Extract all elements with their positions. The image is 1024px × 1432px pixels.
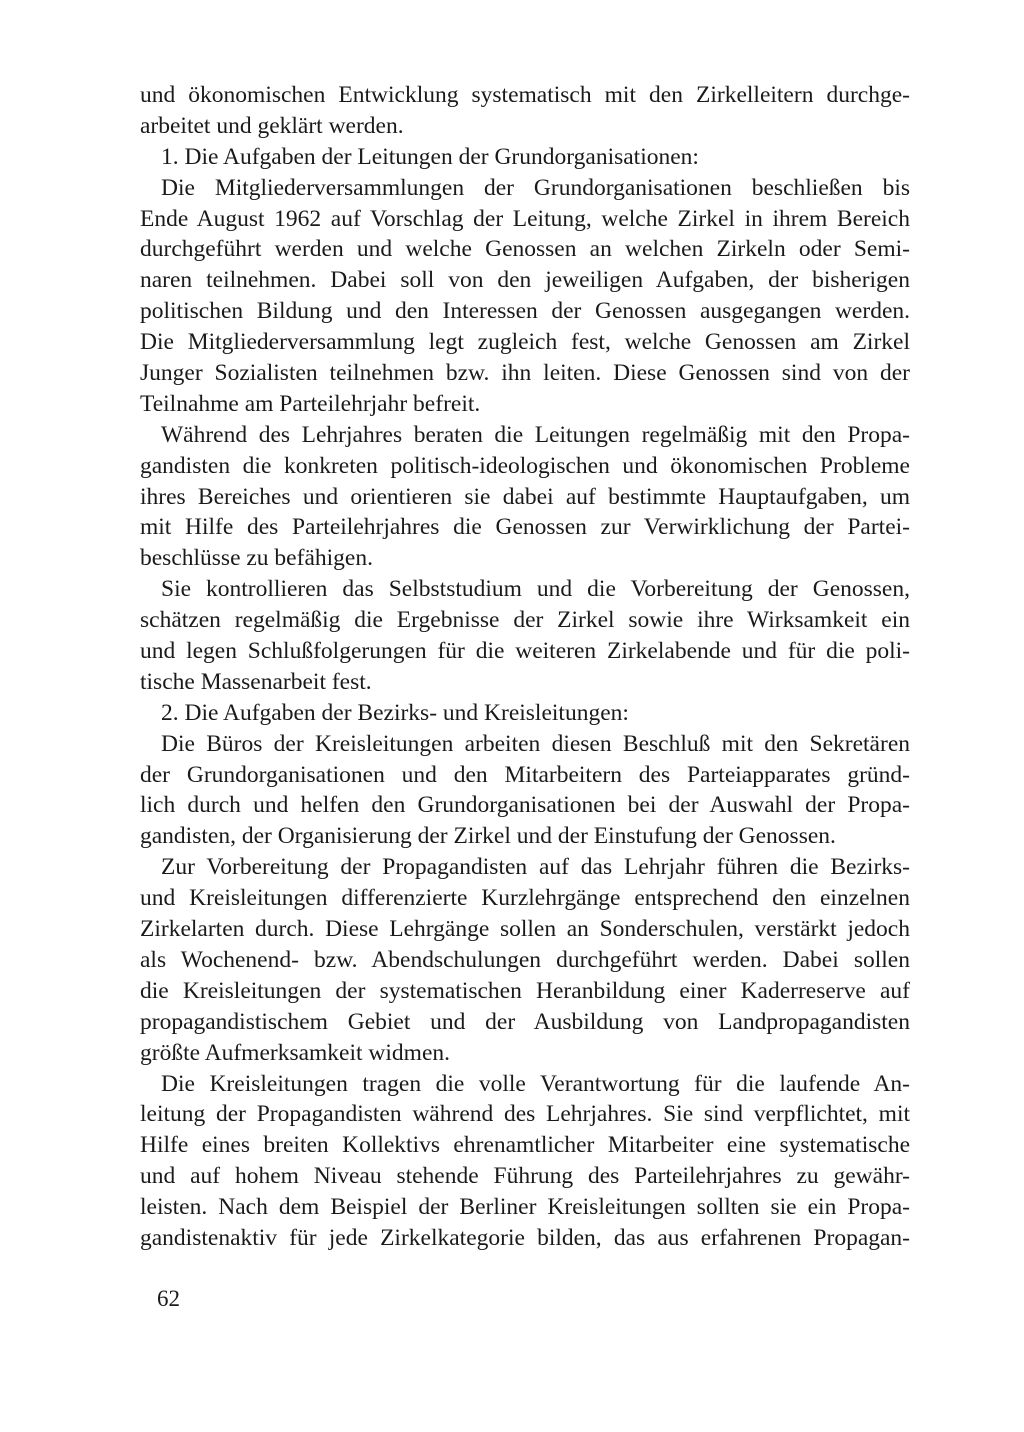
text-line: Die Kreisleitungen tragen die volle Verantwortung für die laufende An- <box>161 1070 910 1097</box>
text-line: die Kreisleitungen der systematischen Heranbildung einer Kaderreserve auf <box>140 977 910 1004</box>
text-line: beschlüsse zu befähigen. <box>140 545 373 572</box>
text-line: mit Hilfe des Parteilehrjahres die Genossen zur Verwirklichung der Partei- <box>140 514 910 541</box>
text-line: als Wochenend- bzw. Abendschulungen durchgeführt werden. Dabei sollen <box>140 946 910 973</box>
text-line: Während des Lehrjahres beraten die Leitungen regelmäßig mit den Propa- <box>161 421 910 448</box>
text-line: und ökonomischen Entwicklung systematisch mit den Zirkelleitern durchge- <box>140 82 910 108</box>
text-line: Teilnahme am Parteilehrjahr befreit. <box>140 390 481 417</box>
text-line: Zur Vorbereitung der Propagandisten auf das Lehrjahr führen die Bezirks- <box>161 854 910 881</box>
text-line: der Grundorganisationen und den Mitarbeitern des Parteiapparates gründ- <box>140 761 910 788</box>
text-line: Junger Sozialisten teilnehmen bzw. ihn leiten. Diese Genossen sind von der <box>140 360 910 387</box>
page-number: 62 <box>157 1286 180 1311</box>
text-line: leitung der Propagandisten während des Lehrjahres. Sie sind verpflichtet, mit <box>140 1101 910 1128</box>
section-heading: 1. Die Aufgaben der Leitungen der Grundorganisationen: <box>161 143 699 170</box>
text-line: schätzen regelmäßig die Ergebnisse der Zirkel sowie ihre Wirksamkeit ein <box>140 607 910 634</box>
text-line: gandistenaktiv für jede Zirkelkategorie bilden, das aus erfahrenen Propagan- <box>140 1224 910 1251</box>
text-line: tische Massenarbeit fest. <box>140 668 372 695</box>
text-line: gandisten, der Organisierung der Zirkel und der Einstufung der Genossen. <box>140 823 836 850</box>
text-line: durchgeführt werden und welche Genossen an welchen Zirkeln oder Semi- <box>140 236 910 263</box>
text-line: Zirkelarten durch. Diese Lehrgänge sollen an Sonderschulen, verstärkt jedoch <box>140 916 910 943</box>
text-line: und Kreisleitungen differenzierte Kurzlehrgänge entsprechend den einzelnen <box>140 885 910 912</box>
text-line: Die Mitgliederversammlungen der Grundorganisationen beschließen bis <box>161 174 910 201</box>
text-line: Sie kontrollieren das Selbststudium und die Vorbereitung der Genossen, <box>161 576 910 603</box>
text-line: gandisten die konkreten politisch-ideologischen und ökonomischen Probleme <box>140 452 910 479</box>
text-line: und auf hohem Niveau stehende Führung des Parteilehrjahres zu gewähr- <box>140 1163 910 1190</box>
text-line: leisten. Nach dem Beispiel der Berliner Kreisleitungen sollten sie ein Propa- <box>140 1194 910 1221</box>
text-line: Die Mitgliederversammlung legt zugleich fest, welche Genossen am Zirkel <box>140 329 910 356</box>
text-line: Hilfe eines breiten Kollektivs ehrenamtlicher Mitarbeiter eine systematische <box>140 1132 910 1159</box>
text-line: naren teilnehmen. Dabei soll von den jeweiligen Aufgaben, der bisherigen <box>140 267 910 294</box>
text-line: arbeitet und geklärt werden. <box>140 112 404 139</box>
text-line: lich durch und helfen den Grundorganisationen bei der Auswahl der Propa- <box>140 792 910 819</box>
text-line: Die Büros der Kreisleitungen arbeiten diesen Beschluß mit den Sekretären <box>161 730 910 757</box>
text-line: propagandistischem Gebiet und der Ausbildung von Landpropagandisten <box>140 1008 910 1035</box>
text-line: Ende August 1962 auf Vorschlag der Leitung, welche Zirkel in ihrem Bereich <box>140 205 910 232</box>
text-line: politischen Bildung und den Interessen der Genossen ausgegangen werden. <box>140 298 910 325</box>
section-heading: 2. Die Aufgaben der Bezirks- und Kreisleitungen: <box>161 699 629 726</box>
text-line: größte Aufmerksamkeit widmen. <box>140 1039 450 1066</box>
text-line: ihres Bereiches und orientieren sie dabei auf bestimmte Hauptaufgaben, um <box>140 483 910 510</box>
body-text <box>140 80 910 1254</box>
text-line: und legen Schlußfolgerungen für die weiteren Zirkelabende und für die poli- <box>140 638 910 665</box>
